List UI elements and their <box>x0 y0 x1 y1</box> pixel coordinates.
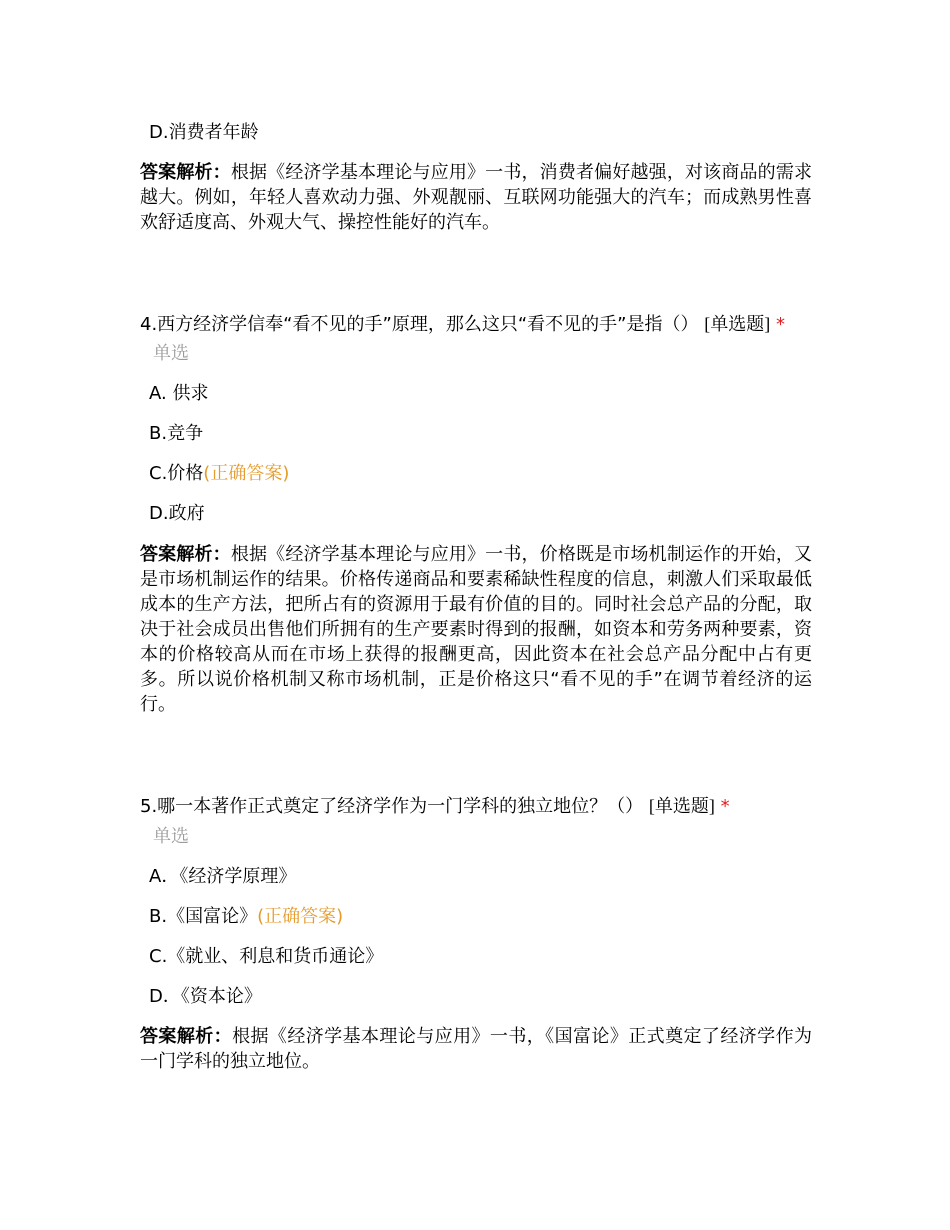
q4-analysis-label: 答案解析： <box>140 544 231 565</box>
q4-option-c-label: C.价格 <box>149 463 204 484</box>
q3-analysis-label: 答案解析： <box>140 162 231 183</box>
q5-title-row <box>140 794 730 819</box>
q5-analysis-label: 答案解析： <box>140 1026 233 1047</box>
q5-option-d: D．《资本论》 <box>149 986 262 1007</box>
q4-title-row <box>140 312 785 337</box>
q5-title: 5.哪一本著作正式奠定了经济学作为一门学科的独立地位？（） <box>140 796 644 817</box>
q4-option-c <box>149 462 289 486</box>
q5-analysis-text: 根据《经济学基本理论与应用》一书，《国富论》正式奠定了经济学作为一门学科的独立地位。 <box>140 1026 813 1072</box>
q3-option-d: D.消费者年龄 <box>149 122 259 143</box>
q4-type: [单选题] <box>704 314 771 334</box>
q5-analysis <box>140 1024 812 1074</box>
q5-correct-marker: (正确答案) <box>257 906 344 927</box>
q5-option-b-label: B.《国富论》 <box>149 906 258 927</box>
q5-option-a: A．《经济学原理》 <box>149 866 297 887</box>
q5-option-b <box>149 905 343 929</box>
q5-option-c: C.《就业、利息和货币通论》 <box>149 946 384 967</box>
q4-correct-marker: (正确答案) <box>203 463 290 484</box>
q4-option-d: D.政府 <box>149 503 205 524</box>
q3-analysis <box>140 160 812 235</box>
q3-analysis-text: 根据《经济学基本理论与应用》一书，消费者偏好越强，对该商品的需求越大。例如，年轻人喜欢动力强、外观靓丽、互联网功能强大的汽车；而成熟男性喜欢舒适度高、外观大气、操控性能好的汽车。 <box>140 162 813 233</box>
q4-required-mark: * <box>775 314 785 335</box>
q5-type: [单选题] <box>648 796 715 816</box>
q4-analysis-text: 根据《经济学基本理论与应用》一书，价格既是市场机制运作的开始，又是市场机制运作的结果。价格传递商品和要素稀缺性程度的信息，刺激人们采取最低成本的生产方法，把所占有的资源用于最有价值的目的。同时社会总产品的分配，取决于社会成员出售他们所拥有的生产要素时得到的报酬，如资本和劳务两种要素，资本的价格较高从而在市场上获得的报酬更高，因此资本在社会总产品分配中占有更多。所以说价格机制又称市场机制，正是价格这只“看不见的手”在调节着经济的运行。 <box>140 544 813 715</box>
q4-title: 4.西方经济学信奉“看不见的手”原理，那么这只“看不见的手”是指（） <box>140 314 699 335</box>
q4-hint: 单选 <box>153 343 189 364</box>
q4-analysis <box>140 542 812 717</box>
q5-required-mark: * <box>720 796 730 817</box>
q4-option-a: A. 供求 <box>149 383 209 404</box>
q5-hint: 单选 <box>153 826 189 847</box>
q4-option-b: B.竞争 <box>149 423 204 444</box>
